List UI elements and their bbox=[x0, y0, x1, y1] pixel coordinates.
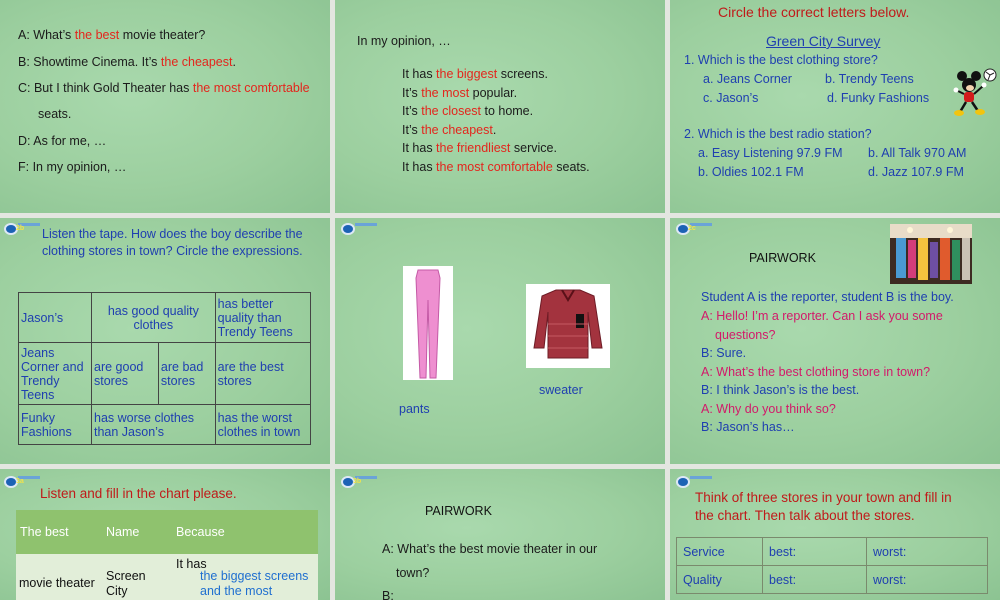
s1-line-1 bbox=[18, 28, 205, 42]
logo-icon bbox=[676, 475, 702, 489]
cartoon-mouse-icon bbox=[950, 66, 998, 118]
pants-icon bbox=[403, 266, 453, 380]
s3-q1b: b. Trendy Teens bbox=[825, 72, 914, 86]
s6-line-8: B: Jason’s has… bbox=[701, 420, 795, 434]
logo-badge-icon: 2c bbox=[676, 222, 702, 236]
highlighted-phrase: the friendliest bbox=[436, 141, 511, 155]
text-segment: to home. bbox=[481, 104, 534, 118]
header-name: Name bbox=[106, 525, 140, 539]
pairwork-title: PAIRWORK bbox=[749, 251, 816, 265]
table-cell[interactable]: has worse clothes than Jason’s bbox=[92, 405, 216, 445]
table-cell[interactable]: Funky Fashions bbox=[19, 405, 92, 445]
slide-5 bbox=[335, 218, 665, 464]
s4-instruction-2: clothing stores in town? Circle the expressions. bbox=[42, 244, 303, 258]
chart-cell[interactable]: Service bbox=[677, 538, 763, 566]
s8-question-2: town? bbox=[396, 566, 430, 580]
s3-header: Circle the correct letters below. bbox=[718, 4, 910, 20]
text-segment: C: But I think Gold Theater has bbox=[18, 81, 193, 95]
cell-because-0: It has bbox=[176, 557, 207, 571]
sweater-image bbox=[526, 284, 610, 368]
s3-q2: 2. Which is the best radio station? bbox=[684, 127, 872, 141]
slide-2 bbox=[335, 0, 665, 213]
chart-cell[interactable]: worst: bbox=[867, 566, 988, 594]
s1-line-5 bbox=[18, 134, 106, 148]
s2-line-2 bbox=[402, 86, 517, 100]
slide-8 bbox=[335, 469, 665, 600]
table-cell[interactable]: Jason’s bbox=[19, 293, 92, 343]
s2-line-6 bbox=[402, 160, 590, 174]
logo-badge-icon: 3a bbox=[4, 475, 30, 489]
sweater-label: sweater bbox=[539, 383, 583, 397]
s6-line-2: A: Hello! I’m a reporter. Can I ask you some bbox=[701, 309, 943, 323]
text-segment: seats. bbox=[552, 160, 590, 174]
text-segment: It’s bbox=[402, 104, 422, 118]
header-best: The best bbox=[20, 525, 69, 539]
header-because: Because bbox=[176, 525, 225, 539]
s9-instruction-1: Think of three stores in your town and fill in bbox=[695, 490, 952, 505]
chart-cell[interactable]: worst: bbox=[867, 538, 988, 566]
s4-instruction-1: Listen the tape. How does the boy describe the bbox=[42, 227, 303, 241]
s3-q1d: d. Funky Fashions bbox=[827, 91, 930, 105]
slide-6 bbox=[670, 218, 1000, 464]
pairwork-title: PAIRWORK bbox=[425, 504, 492, 518]
s2-line-5 bbox=[402, 141, 557, 155]
table-cell[interactable]: has good quality clothes bbox=[92, 293, 216, 343]
s8-answer: B: bbox=[382, 589, 394, 600]
s3-q1a: a. Jeans Corner bbox=[703, 72, 792, 86]
text-segment: A: What’s bbox=[18, 28, 75, 42]
highlighted-phrase: the cheapest bbox=[160, 55, 233, 69]
text-segment: It’s bbox=[402, 86, 422, 100]
chart-row bbox=[16, 554, 318, 600]
text-segment: It has bbox=[402, 141, 437, 155]
slide-4 bbox=[0, 218, 330, 464]
highlighted-phrase: the biggest bbox=[436, 67, 498, 81]
stores-chart bbox=[676, 537, 988, 594]
s3-q2b: b. All Talk 970 AM bbox=[868, 146, 967, 160]
s3-q2c: b. Oldies 102.1 FM bbox=[698, 165, 804, 179]
text-segment: service. bbox=[510, 141, 557, 155]
highlighted-phrase: the most comfortable bbox=[436, 160, 553, 174]
s3-q1: 1. Which is the best clothing store? bbox=[684, 53, 878, 67]
s7-instruction: Listen and fill in the chart please. bbox=[40, 486, 237, 501]
s8-question-1: A: What’s the best movie theater in our bbox=[382, 542, 598, 556]
table-cell[interactable]: are bad stores bbox=[158, 343, 215, 405]
table-cell[interactable]: are the best stores bbox=[215, 343, 310, 405]
table-cell[interactable]: are good stores bbox=[92, 343, 159, 405]
slide-3 bbox=[670, 0, 1000, 213]
highlighted-phrase: the most bbox=[421, 86, 470, 100]
s6-line-1: Student A is the reporter, student B is the boy. bbox=[701, 290, 954, 304]
cell-name-2: City bbox=[106, 584, 128, 598]
s3-q2a: a. Easy Listening 97.9 FM bbox=[698, 146, 843, 160]
pants-label: pants bbox=[399, 402, 430, 416]
text-segment: screens. bbox=[497, 67, 548, 81]
s2-line-1 bbox=[402, 67, 548, 81]
chart-header bbox=[16, 510, 318, 554]
cell-because-2: and the most bbox=[200, 584, 273, 598]
expressions-table bbox=[18, 292, 311, 445]
s2-intro: In my opinion, … bbox=[357, 34, 451, 48]
s3-q2d: d. Jazz 107.9 FM bbox=[868, 165, 964, 179]
store-photo bbox=[890, 224, 972, 284]
logo-icon bbox=[341, 222, 367, 236]
chart-cell[interactable]: best: bbox=[763, 538, 867, 566]
s2-line-3 bbox=[402, 104, 533, 118]
text-segment: movie theater? bbox=[119, 28, 206, 42]
s3-survey-title: Green City Survey bbox=[766, 33, 881, 49]
pants-image bbox=[403, 266, 453, 380]
text-segment: It has bbox=[402, 67, 437, 81]
text-segment: seats. bbox=[38, 107, 72, 121]
table-cell[interactable]: Jeans Corner and Trendy Teens bbox=[19, 343, 92, 405]
highlighted-phrase: the cheapest bbox=[421, 123, 493, 137]
text-segment: popular. bbox=[469, 86, 518, 100]
highlighted-phrase: the most comfortable bbox=[192, 81, 310, 95]
table-cell[interactable]: has better quality than Trendy Teens bbox=[215, 293, 310, 343]
text-segment: . bbox=[232, 55, 236, 69]
chart-cell[interactable]: Quality bbox=[677, 566, 763, 594]
text-segment: B: Showtime Cinema. It’s bbox=[18, 55, 161, 69]
text-segment: F: In my opinion, … bbox=[18, 160, 127, 174]
text-segment: It has bbox=[402, 160, 437, 174]
s1-line-6 bbox=[18, 160, 126, 174]
highlighted-phrase: the closest bbox=[421, 104, 481, 118]
s1-line-2 bbox=[18, 55, 236, 69]
s6-line-6: B: I think Jason’s is the best. bbox=[701, 383, 860, 397]
sweater-icon bbox=[526, 284, 610, 368]
s3-q1c: c. Jason’s bbox=[703, 91, 759, 105]
s2-line-4 bbox=[402, 123, 496, 137]
slide-7 bbox=[0, 469, 330, 600]
clothing-store-icon bbox=[890, 224, 972, 284]
table-cell[interactable]: has the worst clothes in town bbox=[215, 405, 310, 445]
text-segment: D: As for me, … bbox=[18, 134, 107, 148]
highlighted-phrase: the best bbox=[74, 28, 120, 42]
s1-line-4 bbox=[38, 107, 71, 121]
slide-1 bbox=[0, 0, 330, 213]
s6-line-4: B: Sure. bbox=[701, 346, 747, 360]
logo-badge-icon: 3b bbox=[341, 475, 367, 489]
cell-best: movie theater bbox=[19, 576, 95, 590]
logo-badge-icon: 2b bbox=[4, 222, 30, 236]
s6-line-3: questions? bbox=[715, 328, 776, 342]
text-segment: . bbox=[492, 123, 497, 137]
text-segment: It’s bbox=[402, 123, 422, 137]
s1-line-3 bbox=[18, 81, 310, 95]
s9-instruction-2: the chart. Then talk about the stores. bbox=[695, 508, 915, 523]
s6-line-5: A: What’s the best clothing store in town? bbox=[701, 365, 931, 379]
slide-9 bbox=[670, 469, 1000, 600]
chart-cell[interactable]: best: bbox=[763, 566, 867, 594]
s6-line-7: A: Why do you think so? bbox=[701, 402, 836, 416]
cell-because-1: the biggest screens bbox=[200, 569, 309, 583]
cell-name-1: Screen bbox=[106, 569, 146, 583]
